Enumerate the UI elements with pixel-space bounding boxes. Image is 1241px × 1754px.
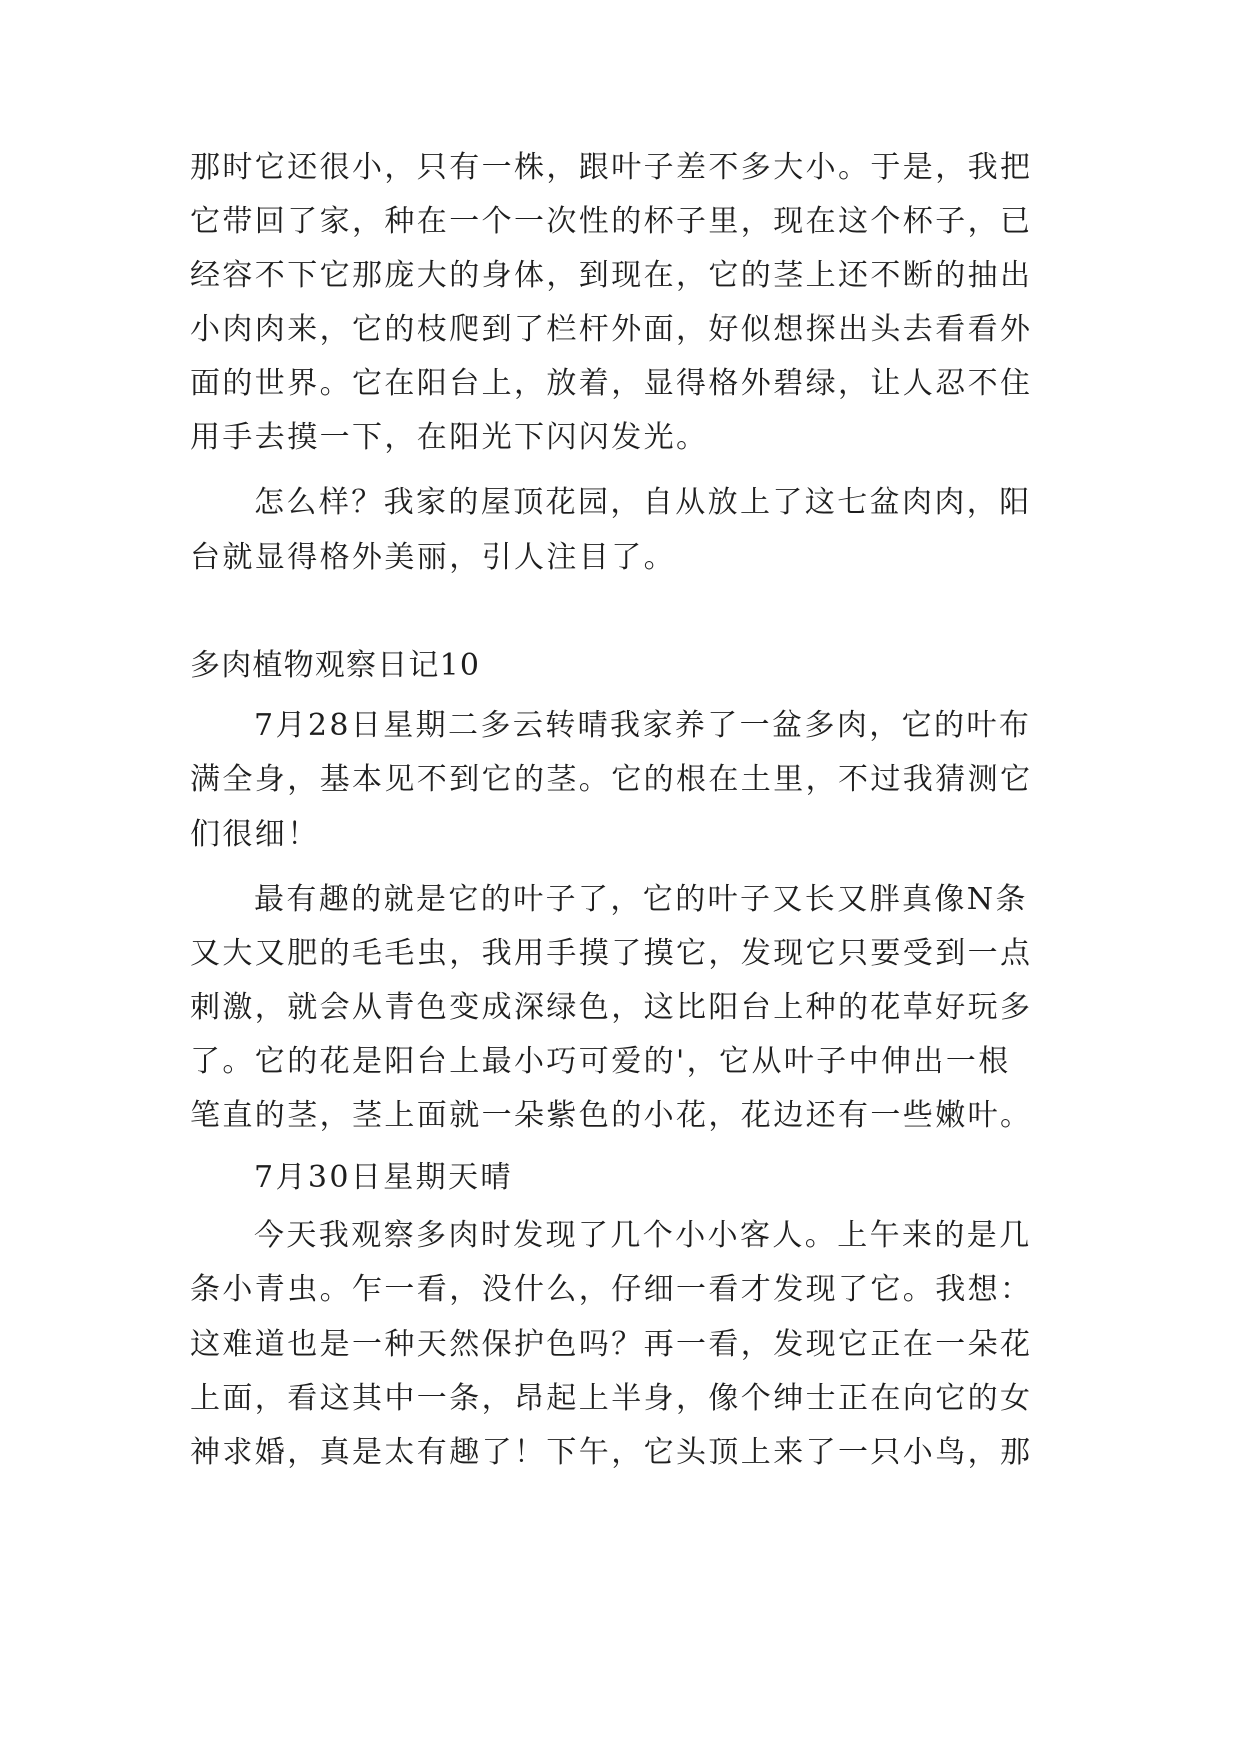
paragraph-line: 台就显得格外美丽，引人注目了。 — [190, 540, 676, 575]
paragraph-line: 了。它的花是阳台上最小巧可爱的'，它从叶子中伸出一根 — [190, 1044, 1011, 1079]
paragraph-line: 用手去摸一下，在阳光下闪闪发光。 — [190, 420, 709, 455]
paragraph-line: 它带回了家，种在一个一次性的杯子里，现在这个杯子，已 — [190, 204, 1033, 239]
paragraph-line: 又大又肥的毛毛虫，我用手摸了摸它，发现它只要受到一点 — [190, 936, 1033, 971]
paragraph-line: 这难道也是一种天然保护色吗？再一看，发现它正在一朵花 — [190, 1327, 1033, 1362]
paragraph-line: 们很细！ — [190, 817, 320, 852]
paragraph-line: 小肉肉来，它的枝爬到了栏杆外面，好似想探出头去看看外 — [190, 312, 1033, 347]
paragraph-line: 最有趣的就是它的叶子了，它的叶子又长又胖真像N条 — [254, 882, 1028, 917]
paragraph-line: 那时它还很小，只有一株，跟叶子差不多大小。于是，我把 — [190, 150, 1033, 185]
paragraph-line: 上面，看这其中一条，昂起上半身，像个绅士正在向它的女 — [190, 1381, 1033, 1416]
paragraph-line: 7月28日星期二多云转晴我家养了一盆多肉，它的叶布 — [254, 708, 1032, 743]
paragraph-line: 面的世界。它在阳台上，放着，显得格外碧绿，让人忍不住 — [190, 366, 1033, 401]
paragraph-line: 条小青虫。乍一看，没什么，仔细一看才发现了它。我想： — [190, 1272, 1033, 1307]
paragraph-line: 今天我观察多肉时发现了几个小小客人。上午来的是几 — [254, 1218, 1032, 1253]
paragraph-line: 刺激，就会从青色变成深绿色，这比阳台上种的花草好玩多 — [190, 990, 1033, 1025]
paragraph-line: 神求婚，真是太有趣了！下午，它头顶上来了一只小鸟，那 — [190, 1435, 1033, 1470]
date-heading: 7月30日星期天晴 — [254, 1160, 513, 1195]
section-heading: 多肉植物观察日记10 — [190, 648, 481, 683]
paragraph-line: 满全身，基本见不到它的茎。它的根在土里，不过我猜测它 — [190, 762, 1033, 797]
paragraph-line: 笔直的茎，茎上面就一朵紫色的小花，花边还有一些嫩叶。 — [190, 1098, 1033, 1133]
paragraph-line: 经容不下它那庞大的身体，到现在，它的茎上还不断的抽出 — [190, 258, 1033, 293]
paragraph-line: 怎么样？我家的屋顶花园，自从放上了这七盆肉肉，阳 — [254, 485, 1032, 520]
